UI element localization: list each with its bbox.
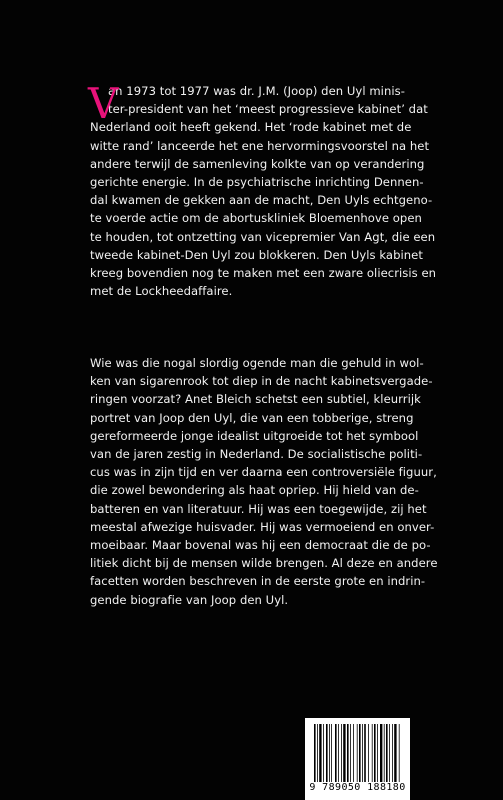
barcode-bar [331, 724, 332, 782]
blurb-line: gerichte energie. In de psychiatrische inrichting Dennen- [90, 175, 424, 190]
barcode-bar [386, 724, 388, 782]
barcode-bar [394, 724, 396, 782]
barcode-bars [314, 724, 402, 782]
blurb-line: van de jaren zestig in Nederland. De socialistische politi- [90, 447, 423, 462]
blurb-line: dal kwamen de gekken aan de macht, Den Uyls echtgeno- [90, 193, 433, 208]
barcode-bar [359, 724, 361, 782]
blurb-line: die zowel bewondering als haat opriep. Hij hield van de- [90, 483, 419, 498]
drop-cap: V [88, 79, 119, 128]
blurb-line: tweede kabinet-Den Uyl zou blokkeren. Den Uyls kabinet [90, 247, 423, 262]
barcode-bar [384, 724, 385, 782]
barcode-bar [357, 724, 358, 782]
barcode-bar [377, 724, 378, 782]
blurb-line: te voerde actie om de abortuskliniek Bloemenhove open [90, 211, 422, 226]
barcode-bar [341, 724, 342, 782]
barcode-bar [392, 724, 393, 782]
barcode-bar [380, 724, 382, 782]
barcode-bar [314, 724, 316, 782]
blurb-line: witte rand’ lanceerde het ene hervormingsvoorstel na het [90, 138, 430, 153]
blurb-line: litiek dicht bij de mensen wilde brengen. Al deze en andere [90, 556, 438, 571]
barcode-bar [347, 724, 349, 782]
blurb-line: meestal afwezige huisvader. Hij was vermoeiend en onver- [90, 519, 435, 534]
blurb-line: Nederland ooit heeft gekend. Het ‘rode kabinet met de [90, 120, 412, 135]
barcode-bar [335, 724, 337, 782]
blurb-line: te houden, tot ontzetting van vicepremier Van Agt, die een [90, 229, 436, 244]
blurb-line: cus was in zijn tijd en ver daarna een controversiële figuur, [90, 465, 437, 480]
blurb-line: ter-president van het ‘meest progressieve kabinet’ dat [108, 102, 428, 117]
barcode-bar [343, 724, 345, 782]
blurb-line: met de Lockheedaffaire. [90, 284, 233, 299]
blurb-line: an 1973 tot 1977 was dr. J.M. (Joop) den Uyl minis- [108, 84, 405, 98]
blurb-line: moeibaar. Maar bovenal was hij een democraat die de po- [90, 538, 431, 553]
barcode-bar [362, 724, 363, 782]
blurb-line: portret van Joop den Uyl, die van een tobberige, streng [90, 410, 414, 425]
isbn-number: 9 789050 188180 [309, 782, 406, 793]
barcode-bar [372, 724, 373, 782]
barcode-bar [350, 724, 351, 782]
isbn-barcode [305, 718, 410, 800]
barcode-bar [326, 724, 328, 782]
barcode-bar [368, 724, 369, 782]
barcode-bar [338, 724, 339, 782]
blurb-line: ringen voorzat? Anet Bleich schetst een subtiel, kleurrijk [90, 392, 421, 407]
barcode-bar [353, 724, 354, 782]
barcode-bar [374, 724, 376, 782]
barcode-bar [319, 724, 321, 782]
barcode-bar [329, 724, 330, 782]
barcode-bar [364, 724, 366, 782]
blurb-line: Wie was die nogal slordig ogende man die gehuld in wol- [90, 356, 424, 370]
blurb-line: gende biografie van Joop den Uyl. [90, 592, 289, 607]
blurb-line: andere terwijl de samenleving kolkte van op verandering [90, 156, 425, 171]
barcode-bar [399, 724, 400, 782]
blurb-line: ken van sigarenrook tot diep in de nacht kabinetsvergade- [90, 374, 433, 389]
barcode-bar [317, 724, 318, 782]
barcode-bar [389, 724, 390, 782]
blurb-line: gereformeerde jonge idealist uitgroeide tot het symbool [90, 428, 419, 443]
blurb-paragraph-2 [90, 354, 438, 609]
blurb-paragraph-1 [88, 79, 437, 300]
barcode-bar [323, 724, 324, 782]
blurb-line: kreeg bovendien nog te maken met een zware oliecrisis en [90, 266, 437, 281]
blurb-line: facetten worden beschreven in de eerste grote en indrin- [90, 574, 426, 589]
blurb-line: batteren en van literatuur. Hij was een toegewijde, zij het [90, 501, 427, 516]
